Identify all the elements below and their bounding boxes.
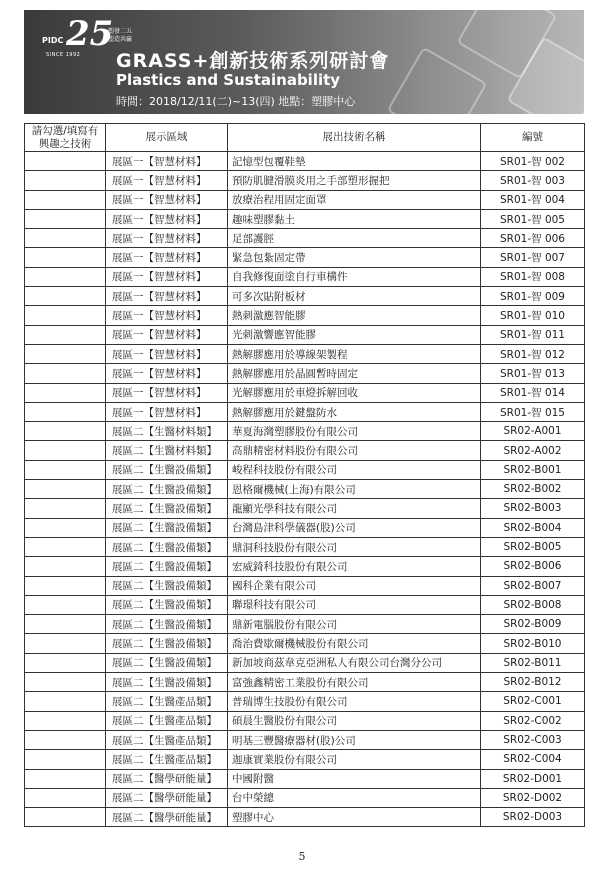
area-cell: 展區二【醫學研能量】 (106, 769, 228, 788)
table-row (25, 287, 585, 306)
area-cell: 展區一【智慧材料】 (106, 364, 228, 383)
code-cell: SR02-C004 (481, 750, 585, 769)
code-cell: SR02-C002 (481, 711, 585, 730)
interest-checkbox-cell[interactable] (25, 190, 106, 209)
table-row (25, 383, 585, 402)
code-cell: SR02-C003 (481, 730, 585, 749)
event-info: 時間：2018/12/11(二)~13(四) 地點：塑膠中心 (116, 95, 356, 108)
area-cell: 展區二【生醫設備類】 (106, 576, 228, 595)
code-cell: SR02-D002 (481, 788, 585, 807)
area-cell: 展區一【智慧材料】 (106, 287, 228, 306)
area-cell: 展區二【生醫設備類】 (106, 595, 228, 614)
table-row (25, 441, 585, 460)
technology-name-cell: 碩晨生醫股份有限公司 (228, 711, 481, 730)
table-row (25, 808, 585, 827)
code-cell: SR01-智 011 (481, 325, 585, 344)
technology-name-cell: 喬治費歇爾機械股份有限公司 (228, 634, 481, 653)
interest-checkbox-cell[interactable] (25, 595, 106, 614)
code-cell: SR02-D001 (481, 769, 585, 788)
interest-checkbox-cell[interactable] (25, 209, 106, 228)
code-cell: SR02-B001 (481, 460, 585, 479)
technology-name-cell: 國科企業有限公司 (228, 576, 481, 595)
area-cell: 展區二【生醫設備類】 (106, 499, 228, 518)
table-row (25, 480, 585, 499)
table-row (25, 306, 585, 325)
header-area: 展示區域 (106, 124, 228, 152)
code-cell: SR01-智 005 (481, 209, 585, 228)
table-row (25, 576, 585, 595)
technology-name-cell: 富強鑫精密工業股份有限公司 (228, 673, 481, 692)
area-cell: 展區一【智慧材料】 (106, 190, 228, 209)
table-row (25, 402, 585, 421)
technology-name-cell: 龍顯光學科技有限公司 (228, 499, 481, 518)
interest-checkbox-cell[interactable] (25, 788, 106, 807)
table-row (25, 750, 585, 769)
code-cell: SR01-智 014 (481, 383, 585, 402)
technology-name-cell: 熱解膠應用於晶圓暫時固定 (228, 364, 481, 383)
interest-checkbox-cell[interactable] (25, 808, 106, 827)
code-cell: SR02-D003 (481, 808, 585, 827)
technology-name-cell: 光刺激響應智能膠 (228, 325, 481, 344)
interest-checkbox-cell[interactable] (25, 152, 106, 171)
technology-name-cell: 放療治程用固定面罩 (228, 190, 481, 209)
area-cell: 展區二【生醫設備類】 (106, 537, 228, 556)
table-row (25, 557, 585, 576)
code-cell: SR01-智 007 (481, 248, 585, 267)
table-row (25, 152, 585, 171)
table-row (25, 730, 585, 749)
code-cell: SR01-智 010 (481, 306, 585, 325)
area-cell: 展區一【智慧材料】 (106, 209, 228, 228)
table-row (25, 653, 585, 672)
interest-checkbox-cell[interactable] (25, 692, 106, 711)
technology-name-cell: 鼎洞科技股份有限公司 (228, 537, 481, 556)
code-cell: SR01-智 008 (481, 267, 585, 286)
code-cell: SR02-B012 (481, 673, 585, 692)
technology-name-cell: 恩格爾機械(上海)有限公司 (228, 480, 481, 499)
table-row (25, 190, 585, 209)
interest-checkbox-cell[interactable] (25, 441, 106, 460)
code-cell: SR02-B008 (481, 595, 585, 614)
interest-checkbox-cell[interactable] (25, 383, 106, 402)
code-cell: SR02-B004 (481, 518, 585, 537)
technology-name-cell: 塑膠中心 (228, 808, 481, 827)
area-cell: 展區二【生醫設備類】 (106, 615, 228, 634)
code-cell: SR02-A002 (481, 441, 585, 460)
interest-checkbox-cell[interactable] (25, 248, 106, 267)
table-row (25, 518, 585, 537)
table-row (25, 364, 585, 383)
interest-checkbox-cell[interactable] (25, 306, 106, 325)
technology-name-cell: 華夏海灣塑膠股份有限公司 (228, 422, 481, 441)
technology-name-cell: 聯璟科技有限公司 (228, 595, 481, 614)
code-cell: SR01-智 009 (481, 287, 585, 306)
interest-checkbox-cell[interactable] (25, 730, 106, 749)
table-row (25, 769, 585, 788)
code-cell: SR02-B009 (481, 615, 585, 634)
header-name: 展出技術名稱 (228, 124, 481, 152)
event-subtitle: Plastics and Sustainability (116, 71, 341, 89)
table-body (25, 152, 585, 827)
technology-name-cell: 緊急包紮固定帶 (228, 248, 481, 267)
code-cell: SR01-智 013 (481, 364, 585, 383)
interest-checkbox-cell[interactable] (25, 711, 106, 730)
logo-number: 25 (66, 14, 114, 54)
interest-checkbox-cell[interactable] (25, 344, 106, 363)
technology-name-cell: 記憶型包覆鞋墊 (228, 152, 481, 171)
logo-tagline: 塑發二五 塑造共贏 (108, 28, 133, 43)
code-cell: SR02-B010 (481, 634, 585, 653)
area-cell: 展區一【智慧材料】 (106, 325, 228, 344)
area-cell: 展區二【生醫設備類】 (106, 673, 228, 692)
table-row (25, 344, 585, 363)
code-cell: SR02-B002 (481, 480, 585, 499)
table-row (25, 209, 585, 228)
table-row (25, 499, 585, 518)
interest-checkbox-cell[interactable] (25, 229, 106, 248)
interest-checkbox-cell[interactable] (25, 460, 106, 479)
interest-checkbox-cell[interactable] (25, 499, 106, 518)
interest-checkbox-cell[interactable] (25, 518, 106, 537)
interest-checkbox-cell[interactable] (25, 576, 106, 595)
technology-name-cell: 台中榮總 (228, 788, 481, 807)
area-cell: 展區一【智慧材料】 (106, 402, 228, 421)
technology-name-cell: 鼎新電腦股份有限公司 (228, 615, 481, 634)
interest-checkbox-cell[interactable] (25, 267, 106, 286)
code-cell: SR01-智 004 (481, 190, 585, 209)
table-row (25, 692, 585, 711)
code-cell: SR01-智 006 (481, 229, 585, 248)
table-row (25, 711, 585, 730)
interest-checkbox-cell[interactable] (25, 557, 106, 576)
interest-checkbox-cell[interactable] (25, 615, 106, 634)
event-banner (24, 10, 584, 114)
area-cell: 展區一【智慧材料】 (106, 248, 228, 267)
area-cell: 展區二【生醫設備類】 (106, 653, 228, 672)
code-cell: SR01-智 002 (481, 152, 585, 171)
interest-checkbox-cell[interactable] (25, 653, 106, 672)
area-cell: 展區二【生醫設備類】 (106, 557, 228, 576)
technology-name-cell: 光解膠應用於車燈拆解回收 (228, 383, 481, 402)
hexagon-decoration (386, 46, 487, 114)
interest-checkbox-cell[interactable] (25, 287, 106, 306)
interest-checkbox-cell[interactable] (25, 325, 106, 344)
header-code: 編號 (481, 124, 585, 152)
header-check: 請勾選/填寫有興趣之技術 (25, 124, 106, 152)
technology-name-cell: 足部護脛 (228, 229, 481, 248)
technology-name-cell: 熱解膠應用於鍵盤防水 (228, 402, 481, 421)
table-row (25, 460, 585, 479)
interest-checkbox-cell[interactable] (25, 634, 106, 653)
area-cell: 展區二【生醫產品類】 (106, 730, 228, 749)
table-row (25, 788, 585, 807)
logo-org: PIDC (42, 36, 64, 45)
area-cell: 展區一【智慧材料】 (106, 267, 228, 286)
interest-checkbox-cell[interactable] (25, 750, 106, 769)
technology-name-cell: 熱刺激應智能膠 (228, 306, 481, 325)
interest-checkbox-cell[interactable] (25, 480, 106, 499)
code-cell: SR01-智 003 (481, 171, 585, 190)
area-cell: 展區一【智慧材料】 (106, 152, 228, 171)
interest-checkbox-cell[interactable] (25, 537, 106, 556)
code-cell: SR02-B006 (481, 557, 585, 576)
table-row (25, 267, 585, 286)
code-cell: SR02-B007 (481, 576, 585, 595)
interest-checkbox-cell[interactable] (25, 171, 106, 190)
code-cell: SR02-B011 (481, 653, 585, 672)
code-cell: SR01-智 015 (481, 402, 585, 421)
area-cell: 展區二【醫學研能量】 (106, 788, 228, 807)
area-cell: 展區二【生醫材料類】 (106, 441, 228, 460)
area-cell: 展區二【生醫材料類】 (106, 422, 228, 441)
area-cell: 展區一【智慧材料】 (106, 306, 228, 325)
code-cell: SR02-C001 (481, 692, 585, 711)
table-row (25, 615, 585, 634)
table-header-row (25, 124, 585, 152)
code-cell: SR02-A001 (481, 422, 585, 441)
area-cell: 展區一【智慧材料】 (106, 383, 228, 402)
code-cell: SR02-B005 (481, 537, 585, 556)
technology-name-cell: 迦康實業股份有限公司 (228, 750, 481, 769)
table-row (25, 325, 585, 344)
area-cell: 展區二【生醫設備類】 (106, 460, 228, 479)
technology-name-cell: 中國附醫 (228, 769, 481, 788)
technology-name-cell: 明基三豐醫療器材(股)公司 (228, 730, 481, 749)
area-cell: 展區二【生醫產品類】 (106, 692, 228, 711)
table-row (25, 537, 585, 556)
table-row (25, 171, 585, 190)
interest-checkbox-cell[interactable] (25, 673, 106, 692)
table-row (25, 634, 585, 653)
area-cell: 展區二【生醫設備類】 (106, 634, 228, 653)
code-cell: SR02-B003 (481, 499, 585, 518)
technology-table (24, 123, 585, 827)
interest-checkbox-cell[interactable] (25, 769, 106, 788)
technology-name-cell: 高鼎精密材料股份有限公司 (228, 441, 481, 460)
area-cell: 展區二【醫學研能量】 (106, 808, 228, 827)
table-row (25, 248, 585, 267)
interest-checkbox-cell[interactable] (25, 402, 106, 421)
technology-name-cell: 普瑞博生技股份有限公司 (228, 692, 481, 711)
area-cell: 展區一【智慧材料】 (106, 229, 228, 248)
technology-name-cell: 可多次貼附板材 (228, 287, 481, 306)
interest-checkbox-cell[interactable] (25, 422, 106, 441)
technology-name-cell: 趣味塑膠黏土 (228, 209, 481, 228)
area-cell: 展區一【智慧材料】 (106, 344, 228, 363)
page-number: 5 (298, 850, 306, 863)
technology-name-cell: 宏威錡科技股份有限公司 (228, 557, 481, 576)
code-cell: SR01-智 012 (481, 344, 585, 363)
technology-name-cell: 峻程科技股份有限公司 (228, 460, 481, 479)
area-cell: 展區二【生醫產品類】 (106, 750, 228, 769)
logo-since: SINCE 1992 (46, 52, 81, 58)
technology-name-cell: 台灣島津科學儀器(股)公司 (228, 518, 481, 537)
table-row (25, 422, 585, 441)
technology-name-cell: 新加坡商茲韋克亞洲私人有限公司台灣分公司 (228, 653, 481, 672)
table-row (25, 595, 585, 614)
area-cell: 展區二【生醫產品類】 (106, 711, 228, 730)
technology-name-cell: 自我修復面塗自行車構件 (228, 267, 481, 286)
table-row (25, 229, 585, 248)
area-cell: 展區二【生醫設備類】 (106, 480, 228, 499)
interest-checkbox-cell[interactable] (25, 364, 106, 383)
table-row (25, 673, 585, 692)
area-cell: 展區一【智慧材料】 (106, 171, 228, 190)
event-title: GRASS+創新技術系列研討會 (116, 50, 390, 72)
technology-name-cell: 預防肌腱滑膜炎用之手部塑形握把 (228, 171, 481, 190)
technology-name-cell: 熱解膠應用於導線架製程 (228, 344, 481, 363)
area-cell: 展區二【生醫設備類】 (106, 518, 228, 537)
